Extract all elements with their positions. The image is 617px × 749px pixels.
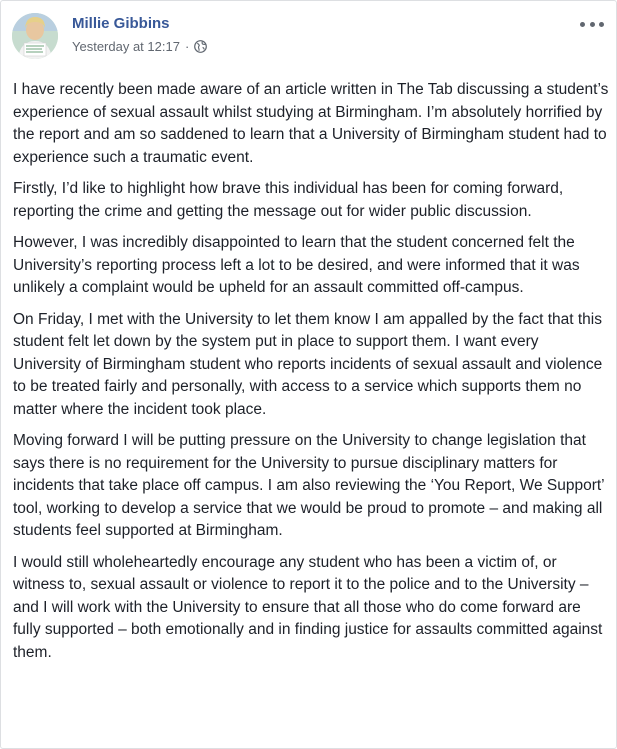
post-paragraph: Moving forward I will be putting pressure on the University to change legislation that says there is no requirement for the University to pursue disciplinary matters for incidents that take place off campus. I am also reviewing the ‘You Report, We Support’ tool, working to develop a service that we would be proud to promote – and making all students feel supported at Birmingham.	[13, 432, 605, 539]
meta-separator: ·	[184, 39, 190, 54]
globe-icon[interactable]	[194, 40, 207, 53]
avatar[interactable]	[12, 13, 58, 59]
post-paragraph: On Friday, I met with the University to let them know I am appalled by the fact that this student felt let down by the system put in place to support them. I want every University of Birmingham student who reports incidents of sexual assault and violence to be treated fairly and personally, with access to a service which supports them no matter where the incident took place.	[13, 310, 603, 418]
post-paragraph: I would still wholeheartedly encourage any student who has been a victim of, or witness to, sexual assault or violence to report it to the police and to the University – and I will work with the University to ensure that all those who do come forward are fully supported – both emotionally and in finding justice for assaults committed against them.	[13, 553, 603, 661]
more-options-icon[interactable]	[580, 15, 604, 33]
author-name-link[interactable]: Millie Gibbins	[72, 15, 170, 32]
post-header	[1, 1, 616, 71]
avatar-image	[12, 13, 58, 59]
post-paragraph: However, I was incredibly disappointed to learn that the student concerned felt the University’s reporting process left a lot to be desired, and were informed that it was unlikely a complaint would be upheld for an assault committed off-campus.	[13, 234, 580, 296]
post-body	[13, 79, 609, 673]
post-meta	[72, 39, 207, 54]
post-paragraph: I have recently been made aware of an article written in The Tab discussing a student’s experience of sexual assault whilst studying at Birmingham. I’m absolutely horrified by the report and am so saddened to learn that a University of Birmingham student had to experience such a traumatic event.	[13, 81, 609, 166]
post-paragraph: Firstly, I’d like to highlight how brave this individual has been for coming forward, reporting the crime and getting the message out for wider public discussion.	[13, 180, 564, 220]
post-timestamp[interactable]: Yesterday at 12:17	[72, 39, 180, 54]
